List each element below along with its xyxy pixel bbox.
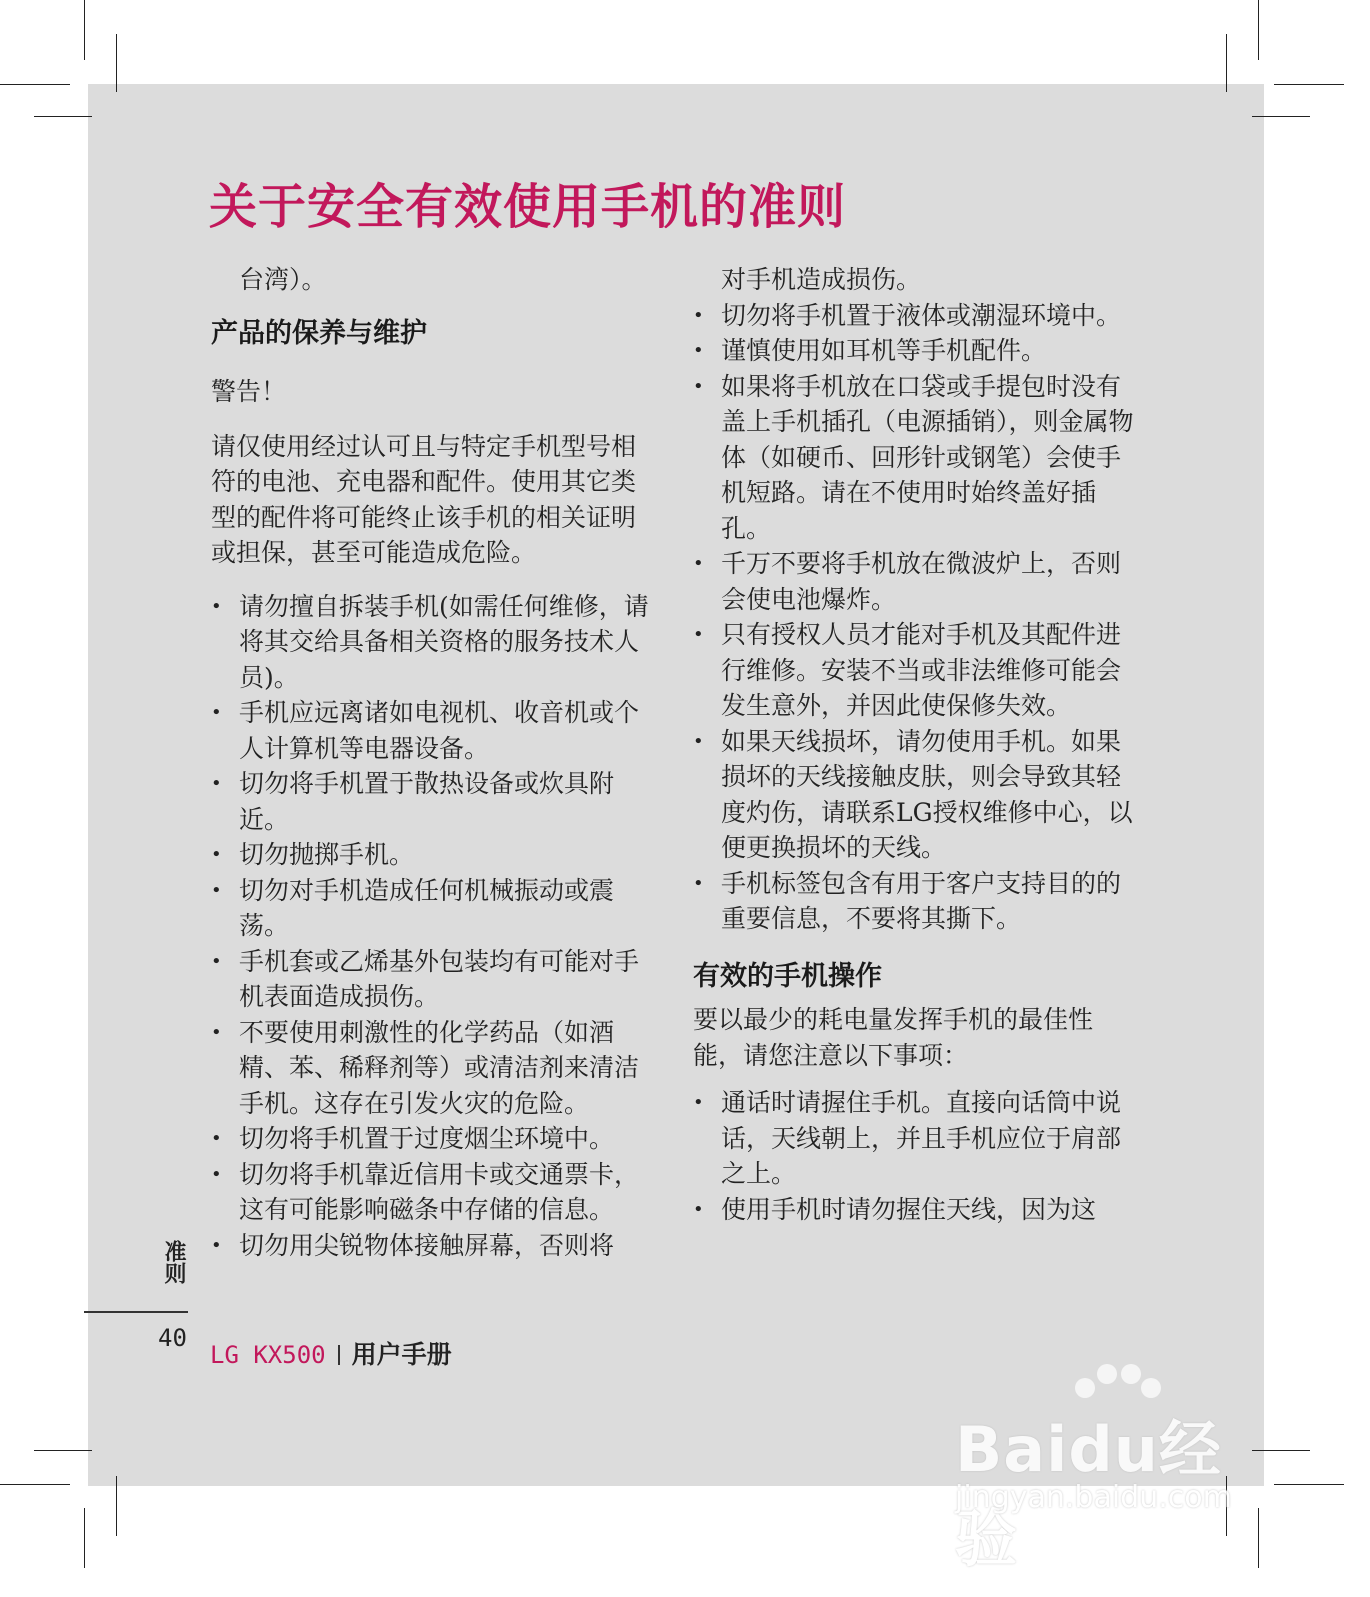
left-column: [211, 262, 657, 1263]
warning-paragraph: 请仅使用经过认可且与特定手机型号相符的电池、充电器和配件。使用其它类型的配件将可能终止该手机的相关证明或担保，甚至可能造成危险。: [211, 431, 637, 567]
list-item: • 谨慎使用如耳机等手机配件。: [693, 333, 1139, 369]
crop-mark: [116, 1476, 117, 1536]
list-item: • 不要使用刺激性的化学药品（如酒精、苯、稀释剂等）或清洁剂来清洁手机。这存在引发火灾的危险。: [211, 1015, 657, 1122]
crop-mark: [1252, 116, 1310, 117]
operation-bullet-list: [693, 1085, 1139, 1227]
care-bullet-list: [211, 589, 657, 1264]
list-item: • 手机标签包含有用于客户支持目的的重要信息，不要将其撕下。: [693, 866, 1139, 937]
list-item: • 切勿将手机靠近信用卡或交通票卡，这有可能影响磁条中存储的信息。: [211, 1157, 657, 1228]
footer: [210, 1335, 452, 1371]
watermark-main-text: Baidu经验: [955, 1413, 1222, 1575]
crop-mark: [0, 1484, 70, 1485]
side-tab-label: 准则: [161, 1240, 186, 1284]
continuation-text: 台湾）。: [239, 265, 327, 294]
list-item: • 使用手机时请勿握住天线，因为这: [693, 1192, 1139, 1228]
list-item: • 通话时请握住手机。直接向话筒中说话，天线朝上，并且手机应位于肩部之上。: [693, 1085, 1139, 1192]
crop-mark: [84, 0, 85, 60]
crop-mark: [1226, 34, 1227, 92]
list-item: • 手机套或乙烯基外包装均有可能对手机表面造成损伤。: [211, 944, 657, 1015]
list-item: • 手机应远离诸如电视机、收音机或个人计算机等电器设备。: [211, 695, 657, 766]
care-bullet-list-continued: [693, 298, 1139, 937]
baidu-watermark: [950, 1360, 1260, 1575]
list-item: • 切勿抛掷手机。: [211, 837, 657, 873]
crop-mark: [84, 1508, 85, 1568]
crop-mark: [116, 34, 117, 92]
list-item: • 请勿擅自拆装手机(如需任何维修，请将其交给具备相关资格的服务技术人员)。: [211, 589, 657, 696]
right-column: [693, 262, 1139, 1227]
warning-label: 警告！: [211, 377, 287, 406]
list-item: • 切勿将手机置于过度烟尘环境中。: [211, 1121, 657, 1157]
page-number: 40: [158, 1324, 187, 1352]
crop-mark: [1252, 1450, 1310, 1451]
list-item: • 切勿对手机造成任何机械振动或震荡。: [211, 873, 657, 944]
crop-mark: [0, 84, 70, 85]
watermark-url: jingyan.baidu.com: [955, 1480, 1232, 1515]
side-tab-divider: [84, 1311, 188, 1313]
list-item: • 切勿将手机置于散热设备或炊具附近。: [211, 766, 657, 837]
crop-mark: [34, 1450, 92, 1451]
section-heading-operation: 有效的手机操作: [693, 960, 882, 992]
crop-mark: [1258, 0, 1259, 60]
crop-mark: [1274, 84, 1344, 85]
list-item: • 如果天线损坏，请勿使用手机。如果损坏的天线接触皮肤，则会导致其轻度灼伤，请联系LG授权维修中心，以便更换损坏的天线。: [693, 724, 1139, 866]
continuation-text: 对手机造成损伤。: [721, 265, 922, 294]
list-item: • 如果将手机放在口袋或手提包时没有盖上手机插孔（电源插销），则金属物体（如硬币、回形针或钢笔）会使手机短路。请在不使用时始终盖好插孔。: [693, 369, 1139, 547]
page-title: 关于安全有效使用手机的准则: [209, 179, 847, 235]
list-item: • 千万不要将手机放在微波炉上，否则会使电池爆炸。: [693, 546, 1139, 617]
footer-separator: [338, 1345, 340, 1365]
footer-manual-label: 用户手册: [351, 1340, 452, 1369]
list-item: • 切勿将手机置于液体或潮湿环境中。: [693, 298, 1139, 334]
crop-mark: [34, 116, 92, 117]
list-item: • 切勿用尖锐物体接触屏幕，否则将: [211, 1228, 657, 1264]
list-item: • 只有授权人员才能对手机及其配件进行维修。安装不当或非法维修可能会发生意外，并因此使保修失效。: [693, 617, 1139, 724]
section-heading-care: 产品的保养与维护: [211, 317, 427, 349]
operation-paragraph: 要以最少的耗电量发挥手机的最佳性能，请您注意以下事项：: [693, 1005, 1094, 1070]
crop-mark: [1274, 1484, 1344, 1485]
footer-brand: LG KX500: [210, 1341, 326, 1369]
